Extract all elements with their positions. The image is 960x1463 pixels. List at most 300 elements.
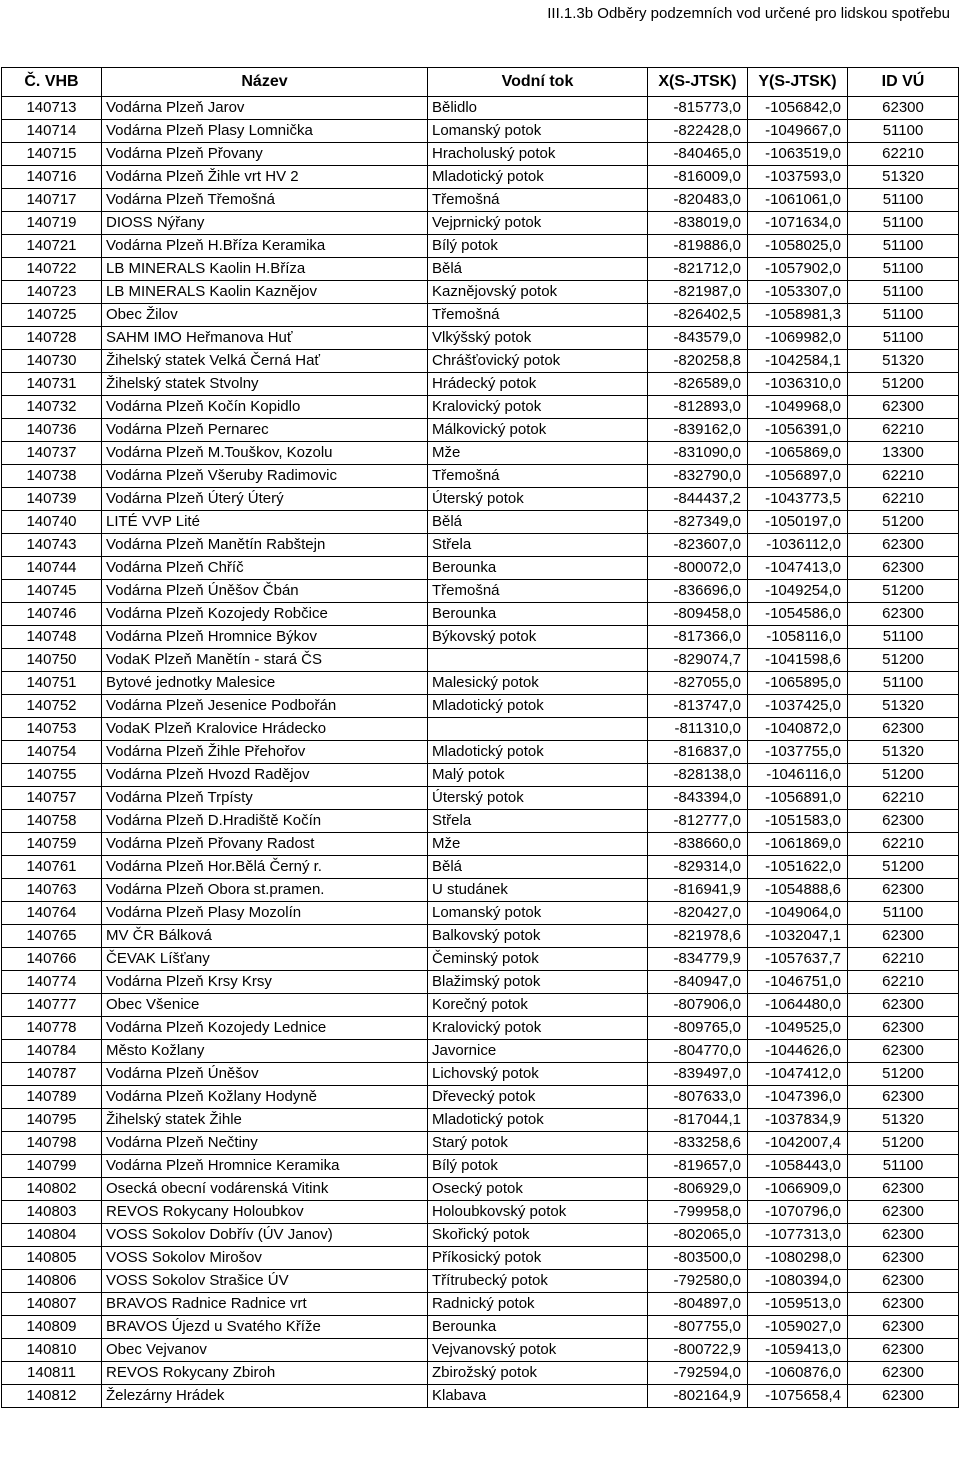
cell-name: BRAVOS Újezd u Svatého Kříže [102, 1316, 428, 1339]
cell-name: Osecká obecní vodárenská Vitink [102, 1178, 428, 1201]
cell-id-vu: 62300 [848, 1362, 959, 1385]
cell-name: Vodárna Plzeň Kožlany Hodyně [102, 1086, 428, 1109]
cell-name: Vodárna Plzeň D.Hradiště Kočín [102, 810, 428, 833]
cell-name: Vodárna Plzeň Hvozd Radějov [102, 764, 428, 787]
cell-y-coordinate: -1051622,0 [748, 856, 848, 879]
cell-name: Obec Vejvanov [102, 1339, 428, 1362]
cell-id-vu: 51100 [848, 281, 959, 304]
cell-y-coordinate: -1037755,0 [748, 741, 848, 764]
cell-watercourse: Příkosický potok [428, 1247, 648, 1270]
cell-vhb-number: 140804 [2, 1224, 102, 1247]
cell-x-coordinate: -831090,0 [648, 442, 748, 465]
table-row [2, 534, 959, 557]
cell-id-vu: 51200 [848, 1132, 959, 1155]
cell-id-vu: 51200 [848, 580, 959, 603]
cell-x-coordinate: -815773,0 [648, 97, 748, 120]
cell-name: Vodárna Plzeň Trpísty [102, 787, 428, 810]
cell-id-vu: 62210 [848, 488, 959, 511]
table-row [2, 1063, 959, 1086]
table-row [2, 1201, 959, 1224]
cell-watercourse: Vejvanovský potok [428, 1339, 648, 1362]
cell-y-coordinate: -1036310,0 [748, 373, 848, 396]
cell-x-coordinate: -816009,0 [648, 166, 748, 189]
cell-watercourse [428, 649, 648, 672]
cell-watercourse: Úterský potok [428, 488, 648, 511]
cell-id-vu: 62300 [848, 718, 959, 741]
cell-y-coordinate: -1047396,0 [748, 1086, 848, 1109]
table-row [2, 350, 959, 373]
cell-watercourse: Mladotický potok [428, 695, 648, 718]
cell-name: VodaK Plzeň Kralovice Hrádecko [102, 718, 428, 741]
cell-x-coordinate: -813747,0 [648, 695, 748, 718]
cell-y-coordinate: -1054586,0 [748, 603, 848, 626]
table-row [2, 810, 959, 833]
cell-vhb-number: 140811 [2, 1362, 102, 1385]
cell-x-coordinate: -807633,0 [648, 1086, 748, 1109]
table-row [2, 1362, 959, 1385]
cell-y-coordinate: -1063519,0 [748, 143, 848, 166]
table-row [2, 396, 959, 419]
cell-name: Bytové jednotky Malesice [102, 672, 428, 695]
cell-name: Vodárna Plzeň M.Touškov, Kozolu [102, 442, 428, 465]
cell-vhb-number: 140778 [2, 1017, 102, 1040]
cell-name: VOSS Sokolov Strašice ÚV [102, 1270, 428, 1293]
cell-id-vu: 62210 [848, 143, 959, 166]
cell-name: DIOSS Nýřany [102, 212, 428, 235]
cell-watercourse: Dřevecký potok [428, 1086, 648, 1109]
cell-watercourse: Skořický potok [428, 1224, 648, 1247]
cell-name: Vodárna Plzeň Hromnice Keramika [102, 1155, 428, 1178]
table-row [2, 281, 959, 304]
table-row [2, 580, 959, 603]
cell-watercourse: Chrášťovický potok [428, 350, 648, 373]
cell-name: Obec Žilov [102, 304, 428, 327]
cell-vhb-number: 140802 [2, 1178, 102, 1201]
cell-vhb-number: 140757 [2, 787, 102, 810]
table-row [2, 189, 959, 212]
cell-watercourse: Hracholuský potok [428, 143, 648, 166]
cell-name: Vodárna Plzeň Přovany Radost [102, 833, 428, 856]
cell-y-coordinate: -1047412,0 [748, 1063, 848, 1086]
cell-name: Vodárna Plzeň Všeruby Radimovic [102, 465, 428, 488]
cell-id-vu: 62210 [848, 787, 959, 810]
cell-name: Vodárna Plzeň Kočín Kopidlo [102, 396, 428, 419]
cell-x-coordinate: -838019,0 [648, 212, 748, 235]
cell-y-coordinate: -1059027,0 [748, 1316, 848, 1339]
cell-y-coordinate: -1075658,4 [748, 1385, 848, 1408]
cell-vhb-number: 140798 [2, 1132, 102, 1155]
cell-vhb-number: 140763 [2, 879, 102, 902]
cell-x-coordinate: -792580,0 [648, 1270, 748, 1293]
cell-name: LB MINERALS Kaolin Kaznějov [102, 281, 428, 304]
cell-y-coordinate: -1053307,0 [748, 281, 848, 304]
table-row [2, 235, 959, 258]
cell-y-coordinate: -1054888,6 [748, 879, 848, 902]
cell-name: Město Kožlany [102, 1040, 428, 1063]
cell-vhb-number: 140777 [2, 994, 102, 1017]
cell-id-vu: 51320 [848, 695, 959, 718]
cell-vhb-number: 140774 [2, 971, 102, 994]
cell-name: Vodárna Plzeň Krsy Krsy [102, 971, 428, 994]
cell-watercourse [428, 718, 648, 741]
cell-watercourse: Mže [428, 833, 648, 856]
table-row [2, 120, 959, 143]
cell-x-coordinate: -804897,0 [648, 1293, 748, 1316]
table-row [2, 166, 959, 189]
cell-x-coordinate: -811310,0 [648, 718, 748, 741]
cell-watercourse: Blažimský potok [428, 971, 648, 994]
cell-y-coordinate: -1042584,1 [748, 350, 848, 373]
cell-id-vu: 62300 [848, 1316, 959, 1339]
table-row [2, 603, 959, 626]
cell-id-vu: 62300 [848, 557, 959, 580]
cell-x-coordinate: -817366,0 [648, 626, 748, 649]
table-row [2, 879, 959, 902]
cell-y-coordinate: -1059513,0 [748, 1293, 848, 1316]
cell-watercourse: Bělá [428, 258, 648, 281]
cell-id-vu: 51200 [848, 856, 959, 879]
cell-vhb-number: 140746 [2, 603, 102, 626]
cell-vhb-number: 140748 [2, 626, 102, 649]
cell-vhb-number: 140805 [2, 1247, 102, 1270]
cell-x-coordinate: -839162,0 [648, 419, 748, 442]
cell-y-coordinate: -1058116,0 [748, 626, 848, 649]
cell-x-coordinate: -822428,0 [648, 120, 748, 143]
cell-name: Vodárna Plzeň Úterý Úterý [102, 488, 428, 511]
cell-y-coordinate: -1036112,0 [748, 534, 848, 557]
cell-vhb-number: 140737 [2, 442, 102, 465]
cell-watercourse: Kralovický potok [428, 396, 648, 419]
table-row [2, 626, 959, 649]
cell-name: REVOS Rokycany Zbiroh [102, 1362, 428, 1385]
cell-id-vu: 51320 [848, 741, 959, 764]
cell-x-coordinate: -826402,5 [648, 304, 748, 327]
cell-id-vu: 62300 [848, 1270, 959, 1293]
cell-watercourse: Zbirožský potok [428, 1362, 648, 1385]
cell-y-coordinate: -1057902,0 [748, 258, 848, 281]
cell-watercourse: Mladotický potok [428, 741, 648, 764]
table-row [2, 97, 959, 120]
table-row [2, 948, 959, 971]
cell-y-coordinate: -1043773,5 [748, 488, 848, 511]
cell-vhb-number: 140750 [2, 649, 102, 672]
table-row [2, 212, 959, 235]
table-row [2, 419, 959, 442]
cell-watercourse: Třemošná [428, 465, 648, 488]
table-row [2, 143, 959, 166]
cell-watercourse: Málkovický potok [428, 419, 648, 442]
cell-id-vu: 62300 [848, 97, 959, 120]
table-row [2, 764, 959, 787]
cell-name: Vodárna Plzeň Úněšov [102, 1063, 428, 1086]
cell-vhb-number: 140744 [2, 557, 102, 580]
cell-name: Vodárna Plzeň Kozojedy Robčice [102, 603, 428, 626]
cell-watercourse: Starý potok [428, 1132, 648, 1155]
cell-watercourse: Vlkýšský potok [428, 327, 648, 350]
cell-id-vu: 62300 [848, 1339, 959, 1362]
cell-watercourse: Lomanský potok [428, 120, 648, 143]
cell-x-coordinate: -820483,0 [648, 189, 748, 212]
cell-x-coordinate: -838660,0 [648, 833, 748, 856]
cell-x-coordinate: -803500,0 [648, 1247, 748, 1270]
cell-name: ČEVAK Líšťany [102, 948, 428, 971]
cell-y-coordinate: -1046751,0 [748, 971, 848, 994]
cell-vhb-number: 140736 [2, 419, 102, 442]
cell-watercourse: Bílý potok [428, 235, 648, 258]
table-row [2, 1109, 959, 1132]
cell-name: Vodárna Plzeň Hromnice Býkov [102, 626, 428, 649]
table-row [2, 511, 959, 534]
cell-vhb-number: 140759 [2, 833, 102, 856]
cell-x-coordinate: -799958,0 [648, 1201, 748, 1224]
cell-vhb-number: 140732 [2, 396, 102, 419]
cell-id-vu: 13300 [848, 442, 959, 465]
cell-watercourse: Mladotický potok [428, 166, 648, 189]
cell-y-coordinate: -1049968,0 [748, 396, 848, 419]
column-header-name: Název [102, 68, 428, 97]
cell-y-coordinate: -1065895,0 [748, 672, 848, 695]
table-row [2, 741, 959, 764]
cell-y-coordinate: -1061061,0 [748, 189, 848, 212]
cell-id-vu: 62300 [848, 1247, 959, 1270]
cell-x-coordinate: -829074,7 [648, 649, 748, 672]
cell-vhb-number: 140810 [2, 1339, 102, 1362]
cell-id-vu: 51100 [848, 258, 959, 281]
cell-name: LITÉ VVP Lité [102, 511, 428, 534]
cell-y-coordinate: -1056842,0 [748, 97, 848, 120]
cell-id-vu: 51100 [848, 902, 959, 925]
table-row [2, 1017, 959, 1040]
cell-x-coordinate: -844437,2 [648, 488, 748, 511]
cell-y-coordinate: -1040872,0 [748, 718, 848, 741]
cell-id-vu: 51100 [848, 1155, 959, 1178]
cell-watercourse: Střela [428, 534, 648, 557]
table-row [2, 787, 959, 810]
cell-y-coordinate: -1060876,0 [748, 1362, 848, 1385]
cell-name: Železárny Hrádek [102, 1385, 428, 1408]
cell-y-coordinate: -1056391,0 [748, 419, 848, 442]
cell-id-vu: 62300 [848, 1293, 959, 1316]
cell-y-coordinate: -1044626,0 [748, 1040, 848, 1063]
cell-x-coordinate: -833258,6 [648, 1132, 748, 1155]
cell-watercourse: Lomanský potok [428, 902, 648, 925]
cell-watercourse: Berounka [428, 603, 648, 626]
cell-x-coordinate: -804770,0 [648, 1040, 748, 1063]
cell-name: Vodárna Plzeň Přovany [102, 143, 428, 166]
cell-id-vu: 51200 [848, 1063, 959, 1086]
cell-y-coordinate: -1047413,0 [748, 557, 848, 580]
cell-name: BRAVOS Radnice Radnice vrt [102, 1293, 428, 1316]
cell-id-vu: 62300 [848, 810, 959, 833]
cell-id-vu: 51100 [848, 304, 959, 327]
cell-y-coordinate: -1070796,0 [748, 1201, 848, 1224]
cell-id-vu: 62300 [848, 534, 959, 557]
cell-x-coordinate: -827055,0 [648, 672, 748, 695]
table-header-row [2, 68, 959, 97]
cell-vhb-number: 140738 [2, 465, 102, 488]
cell-y-coordinate: -1042007,4 [748, 1132, 848, 1155]
cell-y-coordinate: -1056891,0 [748, 787, 848, 810]
cell-id-vu: 62300 [848, 925, 959, 948]
cell-y-coordinate: -1037593,0 [748, 166, 848, 189]
cell-id-vu: 62210 [848, 948, 959, 971]
cell-vhb-number: 140766 [2, 948, 102, 971]
cell-watercourse: Radnický potok [428, 1293, 648, 1316]
table-row [2, 718, 959, 741]
cell-id-vu: 51320 [848, 1109, 959, 1132]
cell-x-coordinate: -840465,0 [648, 143, 748, 166]
cell-name: Vodárna Plzeň Třemošná [102, 189, 428, 212]
cell-x-coordinate: -802065,0 [648, 1224, 748, 1247]
cell-y-coordinate: -1058981,3 [748, 304, 848, 327]
page-header: III.1.3b Odběry podzemních vod určené pro lidskou spotřebu [547, 5, 950, 22]
cell-id-vu: 51100 [848, 327, 959, 350]
cell-name: Žihelský statek Žihle [102, 1109, 428, 1132]
cell-name: Vodárna Plzeň Obora st.pramen. [102, 879, 428, 902]
table-row [2, 1385, 959, 1408]
cell-vhb-number: 140725 [2, 304, 102, 327]
cell-name: Žihelský statek Stvolny [102, 373, 428, 396]
cell-id-vu: 51320 [848, 166, 959, 189]
column-header-vhb-number: Č. VHB [2, 68, 102, 97]
cell-y-coordinate: -1049254,0 [748, 580, 848, 603]
cell-y-coordinate: -1066909,0 [748, 1178, 848, 1201]
cell-y-coordinate: -1056897,0 [748, 465, 848, 488]
cell-id-vu: 62300 [848, 603, 959, 626]
cell-x-coordinate: -800072,0 [648, 557, 748, 580]
cell-watercourse: Mladotický potok [428, 1109, 648, 1132]
cell-watercourse: Bělá [428, 511, 648, 534]
cell-vhb-number: 140806 [2, 1270, 102, 1293]
column-header-watercourse: Vodní tok [428, 68, 648, 97]
cell-id-vu: 62300 [848, 1086, 959, 1109]
cell-id-vu: 62300 [848, 879, 959, 902]
cell-y-coordinate: -1037834,9 [748, 1109, 848, 1132]
table-row [2, 994, 959, 1017]
cell-y-coordinate: -1058025,0 [748, 235, 848, 258]
cell-vhb-number: 140730 [2, 350, 102, 373]
table-row [2, 856, 959, 879]
cell-name: VodaK Plzeň Manětín - stará ČS [102, 649, 428, 672]
cell-vhb-number: 140731 [2, 373, 102, 396]
cell-name: SAHM IMO Heřmanova Huť [102, 327, 428, 350]
cell-name: Vodárna Plzeň Hor.Bělá Černý r. [102, 856, 428, 879]
table-row [2, 695, 959, 718]
cell-name: Vodárna Plzeň H.Bříza Keramika [102, 235, 428, 258]
table-row [2, 1270, 959, 1293]
cell-y-coordinate: -1057637,7 [748, 948, 848, 971]
cell-x-coordinate: -840947,0 [648, 971, 748, 994]
cell-vhb-number: 140728 [2, 327, 102, 350]
cell-name: REVOS Rokycany Holoubkov [102, 1201, 428, 1224]
table-row [2, 1155, 959, 1178]
cell-watercourse: Bílý potok [428, 1155, 648, 1178]
cell-id-vu: 51100 [848, 120, 959, 143]
cell-id-vu: 62210 [848, 465, 959, 488]
table-row [2, 1247, 959, 1270]
cell-watercourse: Třemošná [428, 304, 648, 327]
cell-id-vu: 51100 [848, 626, 959, 649]
cell-vhb-number: 140716 [2, 166, 102, 189]
table-row [2, 465, 959, 488]
cell-y-coordinate: -1049064,0 [748, 902, 848, 925]
cell-x-coordinate: -834779,9 [648, 948, 748, 971]
cell-x-coordinate: -816837,0 [648, 741, 748, 764]
cell-name: Obec Všenice [102, 994, 428, 1017]
cell-watercourse: Bělidlo [428, 97, 648, 120]
cell-name: MV ČR Bálková [102, 925, 428, 948]
cell-name: Vodárna Plzeň Nečtiny [102, 1132, 428, 1155]
cell-y-coordinate: -1049667,0 [748, 120, 848, 143]
table-row [2, 649, 959, 672]
table-row [2, 1339, 959, 1362]
cell-x-coordinate: -820427,0 [648, 902, 748, 925]
cell-watercourse: Třemošná [428, 189, 648, 212]
cell-vhb-number: 140799 [2, 1155, 102, 1178]
cell-vhb-number: 140739 [2, 488, 102, 511]
cell-y-coordinate: -1071634,0 [748, 212, 848, 235]
cell-watercourse: Javornice [428, 1040, 648, 1063]
cell-name: Vodárna Plzeň Manětín Rabštejn [102, 534, 428, 557]
cell-name: Vodárna Plzeň Pernarec [102, 419, 428, 442]
cell-name: Žihelský statek Velká Černá Hať [102, 350, 428, 373]
table-row [2, 327, 959, 350]
cell-x-coordinate: -812893,0 [648, 396, 748, 419]
cell-id-vu: 51200 [848, 764, 959, 787]
table-row [2, 1293, 959, 1316]
cell-id-vu: 62210 [848, 419, 959, 442]
cell-watercourse: Holoubkovský potok [428, 1201, 648, 1224]
cell-x-coordinate: -817044,1 [648, 1109, 748, 1132]
cell-x-coordinate: -792594,0 [648, 1362, 748, 1385]
cell-id-vu: 62300 [848, 994, 959, 1017]
cell-x-coordinate: -809765,0 [648, 1017, 748, 1040]
cell-watercourse: Lichovský potok [428, 1063, 648, 1086]
cell-id-vu: 51100 [848, 672, 959, 695]
cell-x-coordinate: -821987,0 [648, 281, 748, 304]
cell-vhb-number: 140715 [2, 143, 102, 166]
cell-id-vu: 62300 [848, 1178, 959, 1201]
cell-watercourse: Hrádecký potok [428, 373, 648, 396]
table-row [2, 971, 959, 994]
cell-y-coordinate: -1080298,0 [748, 1247, 848, 1270]
cell-vhb-number: 140784 [2, 1040, 102, 1063]
cell-vhb-number: 140714 [2, 120, 102, 143]
cell-watercourse: Malesický potok [428, 672, 648, 695]
cell-id-vu: 62300 [848, 1040, 959, 1063]
cell-x-coordinate: -812777,0 [648, 810, 748, 833]
cell-vhb-number: 140717 [2, 189, 102, 212]
cell-y-coordinate: -1064480,0 [748, 994, 848, 1017]
cell-watercourse: Vejprnický potok [428, 212, 648, 235]
cell-x-coordinate: -843579,0 [648, 327, 748, 350]
cell-x-coordinate: -807755,0 [648, 1316, 748, 1339]
cell-watercourse: Mže [428, 442, 648, 465]
cell-x-coordinate: -839497,0 [648, 1063, 748, 1086]
cell-id-vu: 62300 [848, 1385, 959, 1408]
cell-y-coordinate: -1069982,0 [748, 327, 848, 350]
cell-x-coordinate: -806929,0 [648, 1178, 748, 1201]
table-row [2, 488, 959, 511]
cell-x-coordinate: -820258,8 [648, 350, 748, 373]
cell-name: Vodárna Plzeň Plasy Lomnička [102, 120, 428, 143]
cell-vhb-number: 140722 [2, 258, 102, 281]
cell-vhb-number: 140789 [2, 1086, 102, 1109]
cell-vhb-number: 140795 [2, 1109, 102, 1132]
table-row [2, 925, 959, 948]
cell-vhb-number: 140807 [2, 1293, 102, 1316]
cell-id-vu: 51100 [848, 189, 959, 212]
